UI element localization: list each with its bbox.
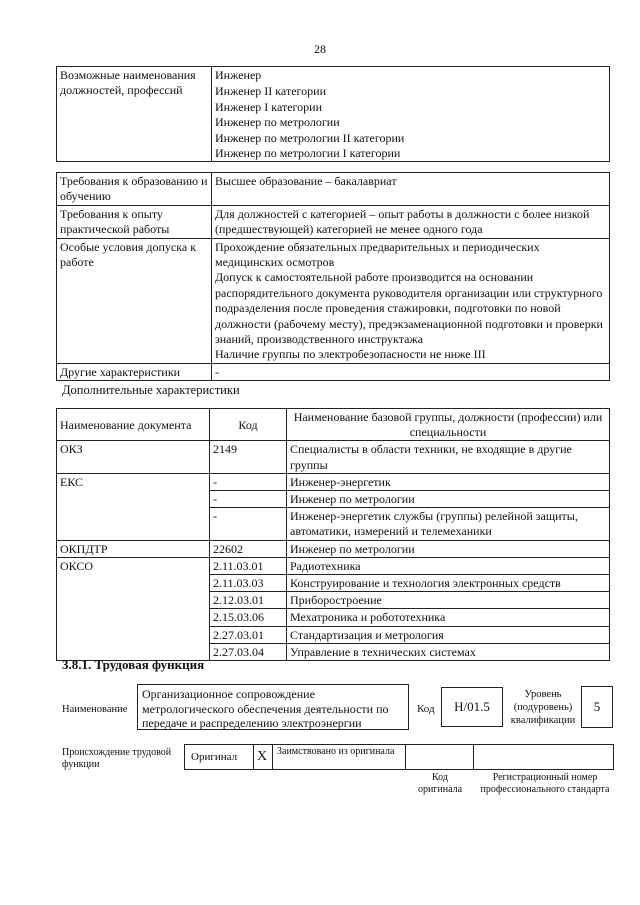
requirement-label: Требования к образованию и обучению bbox=[57, 173, 212, 206]
code-cell: 2.27.03.01 bbox=[210, 626, 287, 643]
position-item: Инженер I категории bbox=[215, 99, 322, 114]
doc-cell: ОКЗ bbox=[57, 441, 210, 473]
doc-cell: ОКСО bbox=[57, 557, 210, 660]
requirement-label: Особые условия допуска к работе bbox=[57, 238, 212, 363]
requirement-value: Высшее образование – бакалавриат bbox=[212, 173, 610, 206]
doc-cell: ЕКС bbox=[57, 473, 210, 540]
function-name-box bbox=[137, 684, 409, 730]
requirement-value: - bbox=[212, 363, 610, 380]
header-name: Наименование базовой группы, должности (профессии) или специальности bbox=[287, 409, 610, 441]
level-box bbox=[581, 686, 613, 728]
name-cell: Управление в технических системах bbox=[287, 643, 610, 660]
section-title: 3.8.1. Трудовая функция bbox=[62, 657, 205, 672]
code-value: H/01.5 bbox=[454, 699, 490, 714]
header-doc: Наименование документа bbox=[57, 409, 210, 441]
doc-cell: ОКПДТР bbox=[57, 540, 210, 557]
positions-list bbox=[212, 67, 610, 162]
code-cell: 2149 bbox=[210, 441, 287, 473]
divider bbox=[405, 745, 406, 769]
name-cell: Инженер-энергетик службы (группы) релейной защиты, автоматики, измерений и телемеханики bbox=[287, 508, 610, 540]
divider bbox=[253, 745, 254, 769]
code-label: Код bbox=[417, 703, 435, 715]
header-code: Код bbox=[210, 409, 287, 441]
code-cell: 2.11.03.03 bbox=[210, 575, 287, 592]
positions-table bbox=[56, 66, 610, 162]
code-cell: - bbox=[210, 508, 287, 540]
level-value: 5 bbox=[593, 699, 601, 714]
origin-row bbox=[184, 744, 614, 770]
requirement-row bbox=[57, 238, 610, 363]
additional-table bbox=[56, 408, 610, 661]
divider bbox=[473, 745, 474, 769]
name-label: Наименование bbox=[62, 704, 128, 715]
table-row bbox=[57, 473, 610, 490]
table-row bbox=[57, 557, 610, 574]
name-cell: Инженер-энергетик bbox=[287, 473, 610, 490]
code-box bbox=[441, 687, 503, 727]
code-cell: - bbox=[210, 491, 287, 508]
code-cell: 2.15.03.06 bbox=[210, 609, 287, 626]
borrowed-label: Заимствовано из оригинала bbox=[277, 746, 395, 757]
requirement-row bbox=[57, 205, 610, 238]
level-label: Уровень (подуровень) квалификации bbox=[510, 689, 576, 726]
additional-title: Дополнительные характеристики bbox=[62, 383, 240, 397]
name-cell: Конструирование и технология электронных средств bbox=[287, 575, 610, 592]
requirement-value: Для должностей с категорией – опыт работы в должности с более низкой (предшествующей) категорией не менее одного года bbox=[212, 205, 610, 238]
orig-code-caption: Код оригинала bbox=[417, 772, 463, 795]
name-cell: Приборостроение bbox=[287, 592, 610, 609]
table-row bbox=[57, 441, 610, 473]
function-name: Организационное сопровождение метрологического обеспечения деятельности по передаче и распределению электроэнергии bbox=[142, 687, 389, 730]
divider bbox=[272, 745, 273, 769]
requirement-label: Другие характеристики bbox=[57, 363, 212, 380]
position-item: Инженер по метрологии II категории bbox=[215, 130, 405, 145]
reg-number-caption: Регистрационный номер профессионального стандарта bbox=[480, 772, 610, 795]
requirement-value bbox=[212, 238, 610, 363]
position-item: Инженер bbox=[215, 68, 262, 82]
table-row bbox=[57, 540, 610, 557]
name-cell: Стандартизация и метрология bbox=[287, 626, 610, 643]
requirement-label: Требования к опыту практической работы bbox=[57, 205, 212, 238]
position-item: Инженер по метрологии I категории bbox=[215, 146, 401, 161]
name-cell: Радиотехника bbox=[287, 557, 610, 574]
original-mark: X bbox=[257, 749, 268, 764]
requirement-line: Допуск к самостоятельной работе производится на основании распорядительного документа руководителя организации или структурного подразделения после проведения стажировки, подготовки по новой должности (рабочему месту), предэкзаменационной подготовки и проверки знаний, производственного инструктажа bbox=[215, 270, 603, 347]
code-cell: 2.11.03.01 bbox=[210, 557, 287, 574]
origin-label: Происхождение трудовой функции bbox=[62, 747, 172, 770]
requirement-row bbox=[57, 173, 610, 206]
page-number: 28 bbox=[314, 42, 326, 56]
requirement-line: Прохождение обязательных предварительных и периодических медицинских осмотров bbox=[215, 239, 540, 270]
requirements-table bbox=[56, 172, 610, 381]
name-cell: Инженер по метрологии bbox=[287, 491, 610, 508]
code-cell: 22602 bbox=[210, 540, 287, 557]
original-label: Оригинал bbox=[191, 751, 238, 763]
positions-label: Возможные наименования должностей, профессий bbox=[57, 67, 212, 162]
position-item: Инженер по метрологии bbox=[215, 115, 340, 130]
code-cell: 2.27.03.04 bbox=[210, 643, 287, 660]
requirement-row bbox=[57, 363, 610, 380]
code-cell: - bbox=[210, 473, 287, 490]
requirement-line: Наличие группы по электробезопасности не ниже III bbox=[215, 347, 486, 362]
name-cell: Мехатроника и робототехника bbox=[287, 609, 610, 626]
position-item: Инженер II категории bbox=[215, 84, 326, 99]
name-cell: Специалисты в области техники, не входящие в другие группы bbox=[287, 441, 610, 473]
name-cell: Инженер по метрологии bbox=[287, 540, 610, 557]
code-cell: 2.12.03.01 bbox=[210, 592, 287, 609]
header-row bbox=[57, 409, 610, 441]
